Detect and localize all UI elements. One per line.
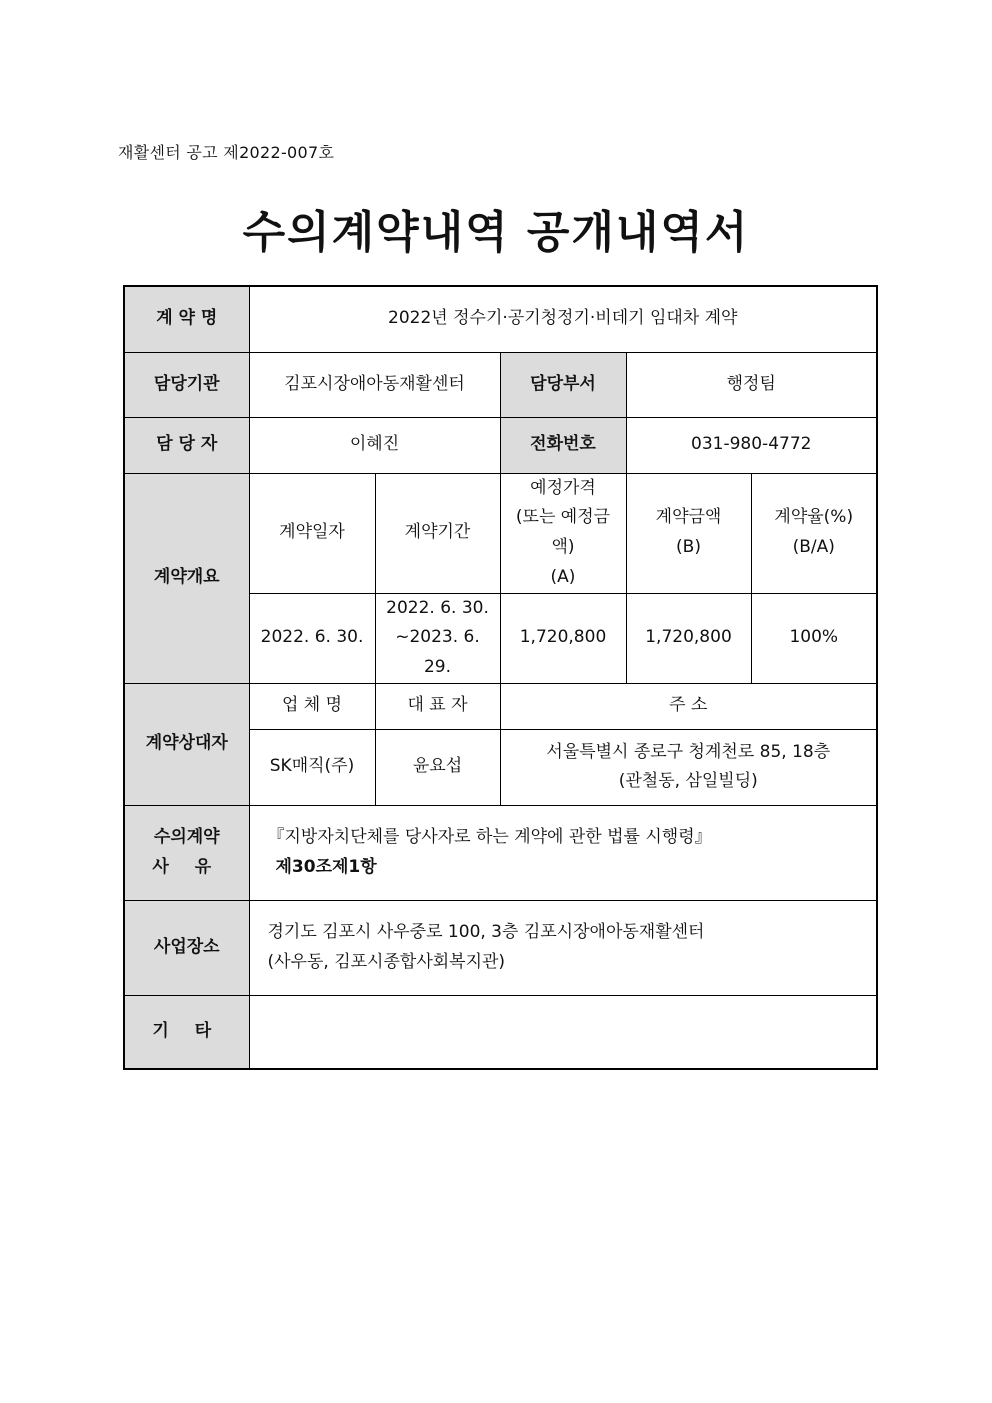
estimated-price-header [500, 473, 626, 593]
estimated-price-value: 1,720,800 [500, 593, 626, 683]
notice-number: 재활센터 공고 제2022-007호 [118, 143, 335, 162]
counterparty-label: 계약상대자 [124, 683, 249, 805]
contract-period-header: 계약기간 [375, 473, 500, 593]
contract-date-value: 2022. 6. 30. [249, 593, 375, 683]
contract-name-label: 계 약 명 [124, 286, 249, 352]
phone-label: 전화번호 [500, 417, 626, 473]
row-contract-name [124, 286, 877, 352]
location-line2: (사우동, 김포시종합사회복지관) [267, 951, 506, 972]
address-header: 주 소 [500, 683, 877, 729]
etc-value [249, 995, 877, 1069]
contract-amount-header-line2: (B) [676, 537, 701, 557]
contract-period-start: 2022. 6. 30. [386, 597, 489, 618]
row-reason [124, 805, 877, 900]
reason-label-line1: 수의계약 [153, 827, 220, 847]
location-line1: 경기도 김포시 사우중로 100, 3층 김포시장애아동재활센터 [267, 922, 705, 942]
reason-line2: 제30조제1항 [275, 856, 377, 877]
contract-rate-header-line2: (B/A) [792, 537, 835, 557]
contract-date-header: 계약일자 [249, 473, 375, 593]
row-overview-headers [124, 473, 877, 593]
company-name-header: 업 체 명 [249, 683, 375, 729]
row-location [124, 900, 877, 995]
contract-period-end: ~2023. 6. 29. [395, 627, 480, 677]
document-title: 수의계약내역 공개내역서 [242, 207, 750, 258]
department-label: 담당부서 [500, 352, 626, 417]
manager-value: 이혜진 [249, 417, 500, 473]
contract-amount-header-line1: 계약금액 [655, 507, 722, 528]
contract-amount-header [626, 473, 751, 593]
estimated-price-header-line2: (또는 예정금액) [515, 507, 611, 557]
contract-amount-value: 1,720,800 [626, 593, 751, 683]
row-manager [124, 417, 877, 473]
estimated-price-header-line3: (A) [550, 566, 576, 587]
reason-value [249, 805, 877, 900]
reason-line1: 『지방자치단체를 당사자로 하는 계약에 관한 법률 시행령』 [267, 827, 712, 847]
contract-period-value [375, 593, 500, 683]
reason-label-line2: 사 유 [152, 856, 222, 877]
row-etc [124, 995, 877, 1069]
contract-rate-header [751, 473, 877, 593]
address-line2: (관철동, 삼일빌딩) [618, 771, 758, 792]
etc-label: 기 타 [124, 995, 249, 1069]
row-agency [124, 352, 877, 417]
representative-header: 대 표 자 [375, 683, 500, 729]
address-line1: 서울특별시 종로구 청계천로 85, 18층 [546, 741, 831, 762]
row-counterparty-headers [124, 683, 877, 729]
representative-value: 윤요섭 [375, 729, 500, 805]
manager-label: 담 당 자 [124, 417, 249, 473]
address-value [500, 729, 877, 805]
overview-label: 계약개요 [124, 473, 249, 683]
department-value: 행정팀 [626, 352, 877, 417]
phone-value: 031-980-4772 [626, 417, 877, 473]
contract-rate-value: 100% [751, 593, 877, 683]
agency-value: 김포시장애아동재활센터 [249, 352, 500, 417]
reason-label [124, 805, 249, 900]
location-label: 사업장소 [124, 900, 249, 995]
contract-rate-header-line1: 계약율(%) [774, 507, 854, 528]
agency-label: 담당기관 [124, 352, 249, 417]
location-value [249, 900, 877, 995]
company-name-value: SK매직(주) [249, 729, 375, 805]
contract-disclosure-table [123, 285, 878, 1070]
contract-name-value: 2022년 정수기·공기청정기·비데기 임대차 계약 [249, 286, 877, 352]
estimated-price-header-line1: 예정가격 [530, 477, 596, 498]
